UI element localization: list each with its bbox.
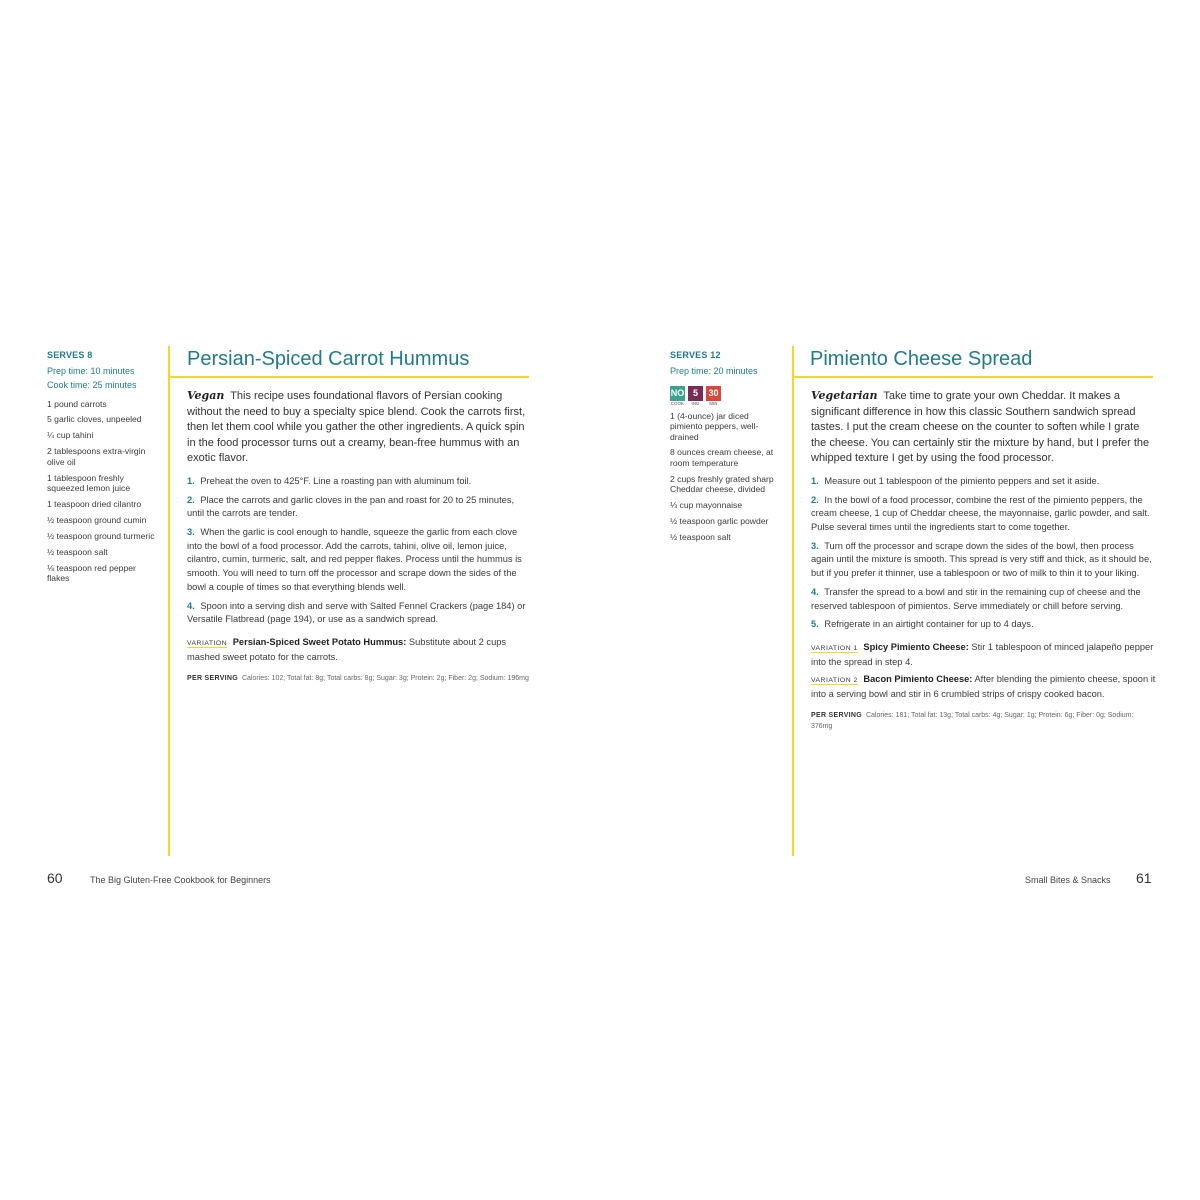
- no-cook-badge: [670, 386, 685, 407]
- step-number: 1.: [187, 475, 195, 486]
- variation-tag: VARIATION 1: [811, 645, 858, 652]
- recipe-intro: [187, 388, 532, 467]
- badge-caption: ING: [691, 400, 700, 406]
- nutrition-text: Calories: 181; Total fat: 13g; Total carbs: 4g; Sugar: 1g; Protein: 6g; Fiber: 0g; Sodium: 376mg: [811, 712, 1134, 730]
- variation-name: Spicy Pimiento Cheese:: [863, 642, 969, 652]
- page-number: 61: [1136, 870, 1152, 886]
- variation-text: Stir 1 tablespoon of minced jalapeño pepper into the spread in step 4.: [811, 642, 1154, 667]
- step-number: 1.: [811, 475, 819, 486]
- running-head: The Big Gluten-Free Cookbook for Beginners: [90, 875, 271, 885]
- recipe-title: Persian-Spiced Carrot Hummus: [187, 348, 470, 370]
- nutrition-info: [187, 674, 532, 685]
- ingredient: 2 tablespoons extra-virgin olive oil: [47, 446, 146, 467]
- serves-label: SERVES 12: [670, 350, 721, 360]
- variation: [811, 641, 1156, 669]
- step-number: 3.: [811, 540, 819, 551]
- recipe-body: [187, 388, 532, 685]
- diet-label: Vegan: [187, 389, 225, 402]
- step-text: Measure out 1 tablespoon of the pimiento peppers and set it aside.: [824, 475, 1100, 486]
- badge-caption: MIN: [709, 400, 718, 406]
- page-number: 60: [47, 870, 63, 886]
- ingredient: ½ teaspoon garlic powder: [670, 516, 769, 527]
- ingredient: ⅓ cup mayonnaise: [670, 500, 743, 511]
- intro-text: This recipe uses foundational flavors of Persian cooking without the need to buy a specialty spice blend. Cook the carrots first, then let them cool while you gather the other ingredients. A quick spin in the food processor turns out a creamy, bean-free hummus with an exotic flavor.: [187, 390, 526, 465]
- step: [811, 586, 1156, 613]
- title-rule: [168, 376, 529, 378]
- recipe-body: [811, 388, 1156, 732]
- variation-text: After blending the pimiento cheese, spoon it into a serving bowl and stir in 6 crumbled strips of crispy cooked bacon.: [811, 674, 1156, 699]
- variation-tag: VARIATION: [187, 640, 228, 647]
- step: [811, 494, 1156, 535]
- step-text: Turn off the processor and scrape down the sides of the bowl, then process again until the mixture is smooth. This spread is very stiff and thick, as it should be, but if you prefer it thinner, use a tablespoon or two of milk to thin it to your liking.: [811, 540, 1152, 579]
- step-text: Place the carrots and garlic cloves in the pan and roast for 20 to 25 minutes, until the carrots are tender.: [187, 494, 515, 519]
- step: [811, 618, 1156, 632]
- vertical-rule: [168, 346, 170, 856]
- step-text: Spoon into a serving dish and serve with Salted Fennel Crackers (page 184) or Versatile Flatbread (page 194), or use as a sandwich spread.: [187, 600, 526, 625]
- ingredient: 2 cups freshly grated sharp Cheddar cheese, divided: [670, 473, 774, 495]
- badge-caption: COOK: [670, 400, 685, 406]
- ingredient: ½ teaspoon ground cumin: [47, 514, 147, 525]
- cook-time: Cook time: 25 minutes: [47, 379, 137, 390]
- step: [187, 526, 532, 595]
- recipe-sidebar: [670, 350, 782, 548]
- step-number: 2.: [187, 494, 195, 505]
- variation: [187, 636, 532, 664]
- variation-name: Bacon Pimiento Cheese:: [863, 674, 973, 684]
- recipe-badges: [670, 386, 782, 407]
- step: [187, 494, 532, 521]
- right-page: [600, 0, 1200, 1200]
- step-number: 5.: [811, 619, 819, 630]
- prep-time: Prep time: 20 minutes: [670, 365, 758, 376]
- variation-tag: VARIATION 2: [811, 677, 858, 684]
- ingredient: 1 teaspoon dried cilantro: [47, 498, 142, 509]
- vertical-rule: [792, 346, 794, 856]
- recipe-intro: [811, 388, 1156, 467]
- diet-label: Vegetarian: [811, 389, 878, 402]
- step: [811, 475, 1156, 489]
- five-ingredient-badge: [688, 386, 703, 407]
- step: [811, 540, 1156, 581]
- ingredient-list: [670, 411, 782, 543]
- variation-name: Persian-Spiced Sweet Potato Hummus:: [232, 637, 407, 647]
- badge-value: 5: [688, 386, 703, 401]
- serves-label: SERVES 8: [47, 350, 93, 360]
- step-number: 3.: [187, 527, 195, 538]
- step-number: 2.: [811, 494, 819, 505]
- ingredient-list: [47, 399, 159, 584]
- step: [187, 475, 532, 489]
- step-text: In the bowl of a food processor, combine the rest of the pimiento peppers, the cream cheese, 1 cup of Cheddar cheese, the mayonnaise, garlic powder, and salt. Pulse several times until the ingredients start to come together.: [811, 494, 1150, 533]
- ingredient: ½ teaspoon salt: [670, 531, 731, 542]
- recipe-title: Pimiento Cheese Spread: [810, 348, 1033, 370]
- ingredient: 8 ounces cream cheese, at room temperature: [670, 447, 774, 468]
- nutrition-text: Calories: 102; Total fat: 8g; Total carbs: 8g; Sugar: 3g; Protein: 2g; Fiber: 2g; Sodium: 196mg: [241, 675, 529, 682]
- ingredient: 1 (4-ounce) jar diced pimiento peppers, well-drained: [670, 410, 759, 442]
- nutrition-label: PER SERVING: [187, 675, 239, 682]
- variation: [811, 673, 1156, 701]
- nutrition-label: PER SERVING: [811, 712, 863, 719]
- ingredient: 5 garlic cloves, unpeeled: [47, 414, 142, 425]
- ingredient: ¼ cup tahini: [47, 430, 94, 441]
- step-text: Transfer the spread to a bowl and stir in the remaining cup of cheese and the reserved tablespoon of pimientos. Serve immediately or chill before serving.: [811, 586, 1141, 611]
- ingredient: ⅛ teaspoon red pepper flakes: [47, 562, 136, 584]
- step: [187, 600, 532, 627]
- ingredient: 1 pound carrots: [47, 398, 107, 409]
- step-number: 4.: [811, 586, 819, 597]
- ingredient: ½ teaspoon ground turmeric: [47, 530, 155, 541]
- intro-text: Take time to grate your own Cheddar. It makes a significant difference in how this classic Southern sandwich spread tastes. I put the cream cheese on the counter to soften while I grate the cheese. You can certainly stir the mixture by hand, but I prefer the whipped texture I get by using the food processor.: [811, 390, 1150, 465]
- badge-value: NO: [670, 386, 685, 401]
- title-rule: [792, 376, 1153, 378]
- thirty-minute-badge: [706, 386, 721, 407]
- nutrition-info: [811, 711, 1156, 732]
- step-text: Refrigerate in an airtight container for up to 4 days.: [824, 619, 1034, 630]
- ingredient: 1 tablespoon freshly squeezed lemon juice: [47, 472, 131, 494]
- step-text: When the garlic is cool enough to handle, squeeze the garlic from each clove into the bowl of a food processor. Add the carrots, tahini, olive oil, lemon juice, cilantro, cumin, turmeric, salt, and red pepper flakes. Process until the hummus is smooth. You will need to turn off the processor and scrape down the sides of the bowl a couple of times so that everything blends well.: [187, 527, 522, 592]
- prep-time: Prep time: 10 minutes: [47, 365, 135, 376]
- ingredient: ½ teaspoon salt: [47, 546, 108, 557]
- step-text: Preheat the oven to 425°F. Line a roasting pan with aluminum foil.: [200, 475, 472, 486]
- recipe-sidebar: [47, 350, 159, 589]
- variation-text: Substitute about 2 cups mashed sweet potato for the carrots.: [187, 637, 507, 662]
- step-number: 4.: [187, 600, 195, 611]
- running-head: Small Bites & Snacks: [1025, 875, 1111, 885]
- badge-value: 30: [706, 386, 721, 401]
